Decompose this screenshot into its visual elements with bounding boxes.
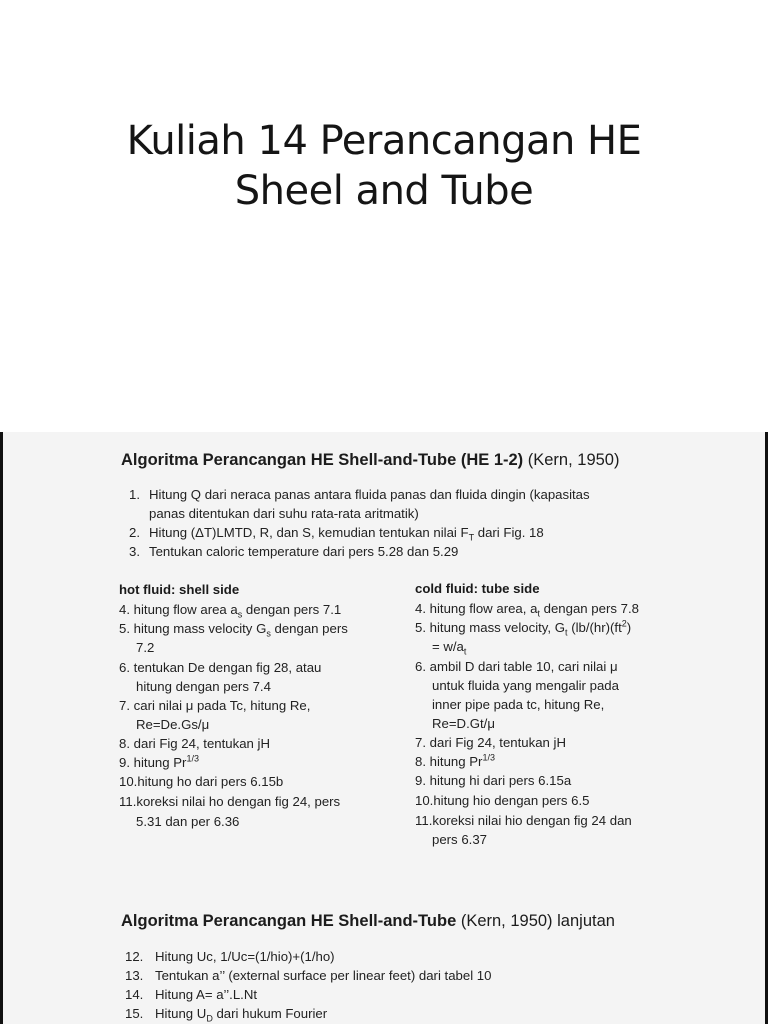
step-3: 3. Tentukan caloric temperature dari pers 5.28 dan 5.29: [129, 544, 459, 559]
section-1-heading-bold: Algoritma Perancangan HE Shell-and-Tube (HE 1-2): [121, 451, 524, 469]
hot-step-9: 9. hitung $Pr^{1/3}$: [119, 753, 199, 770]
step-1: 1. Hitung Q dari neraca panas antara fluida panas dan fluida dingin (kapasitas: [129, 487, 590, 502]
hot-step-11: 11.koreksi nilai ho dengan fig 24, pers: [119, 794, 341, 809]
hot-step-6: 6. tentukan De dengan fig 28, atau: [119, 660, 322, 675]
step-14: 14. Hitung A= a’’.L.Nt: [125, 987, 258, 1002]
hot-step-10: 10.hitung ho dari pers 6.15b: [119, 774, 284, 789]
slide-title-line-2: Sheel and Tube: [234, 168, 534, 214]
section-2-heading-citation: (Kern, 1950) lanjutan: [456, 912, 615, 930]
cold-step-7: 7. dari Fig 24, tentukan jH: [415, 735, 567, 750]
cold-step-9: 9. hitung hi dari pers 6.15a: [415, 773, 572, 788]
section-1-heading-citation: (Kern, 1950): [523, 451, 620, 469]
cold-step-4: 4. hitung flow area, $a_t$ dengan pers 7.8: [415, 601, 639, 619]
cold-step-11-continued: pers 6.37: [432, 832, 487, 847]
slide-title: [0, 116, 768, 216]
cold-step-10: 10.hitung hio dengan pers 6.5: [415, 793, 590, 808]
hot-step-8: 8. dari Fig 24, tentukan jH: [119, 736, 271, 751]
hot-step-11-continued: 5.31 dan per 6.36: [136, 814, 240, 829]
hot-step-5-continued: 7.2: [136, 640, 155, 655]
section-1-heading: [121, 451, 619, 470]
cold-step-11: 11.koreksi nilai hio dengan fig 24 dan: [415, 813, 632, 828]
step-13: 13. Tentukan a’’ (external surface per linear feet) dari tabel 10: [125, 968, 492, 983]
hot-step-6-continued: hitung dengan pers 7.4: [136, 679, 271, 694]
document-panel: [0, 432, 768, 1024]
cold-fluid-title: cold fluid: tube side: [415, 581, 540, 596]
step-15: 15. Hitung $U_D$ dari hukum Fourier: [125, 1006, 328, 1024]
hot-step-7-continued: Re=De.Gs/μ: [136, 717, 210, 732]
cold-step-5: 5. hitung mass velocity, $G_t$ ($lb/(hr)(ft^2)$: [415, 618, 632, 638]
cold-step-5-continued: = $w/a_t$: [432, 639, 467, 657]
section-2-heading: [121, 912, 615, 931]
cold-step-6-line-4: Re=D.Gt/μ: [432, 716, 495, 731]
cold-step-8: 8. hitung $Pr^{1/3}$: [415, 752, 495, 769]
step-2: 2. Hitung (ΔT)LMTD, R, dan S, kemudian tentukan nilai $F_T$ dari Fig. 18: [129, 525, 544, 543]
hot-step-5: 5. hitung mass velocity $G_s$ dengan pers: [119, 621, 348, 639]
slide-title-line-1: Kuliah 14 Perancangan HE: [126, 118, 642, 164]
hot-step-7: 7. cari nilai μ pada Tc, hitung Re,: [119, 698, 311, 713]
step-12: 12. Hitung Uc, 1/Uc=(1/hio)+(1/ho): [125, 949, 335, 964]
hot-step-4: 4. hitung flow area $a_s$ dengan pers 7.1: [119, 602, 342, 620]
hot-fluid-title: hot fluid: shell side: [119, 582, 240, 597]
step-1-continued: panas ditentukan dari suhu rata-rata aritmatik): [149, 506, 419, 521]
cold-step-6-line-2: untuk fluida yang mengalir pada: [432, 678, 619, 693]
cold-step-6: 6. ambil D dari table 10, cari nilai μ: [415, 659, 618, 674]
cold-step-6-line-3: inner pipe pada tc, hitung Re,: [432, 697, 605, 712]
section-2-heading-bold: Algoritma Perancangan HE Shell-and-Tube: [121, 912, 457, 930]
